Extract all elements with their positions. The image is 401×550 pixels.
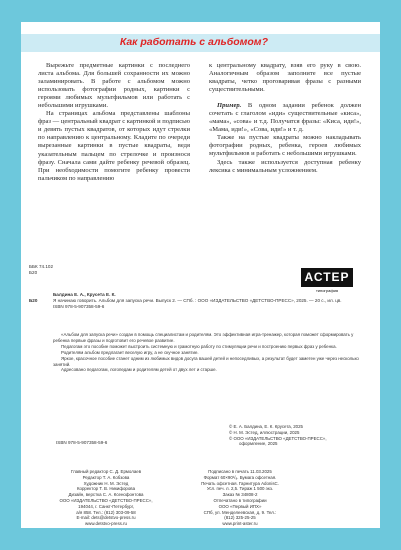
- logo-tagline: типография: [315, 288, 339, 293]
- copyright-line: © Н. М. Эстед, иллюстрации, 2025: [229, 429, 300, 435]
- credit-line: Редактор Т. А. Кобзова: [82, 474, 130, 480]
- album-page: [21, 22, 380, 528]
- print-line: ООО «Первый ИПХ»: [218, 503, 262, 509]
- example-label: Пример.: [217, 102, 242, 110]
- credit-line: а/я 858. Тел.: (812) 303-09-58: [76, 509, 136, 515]
- credit-line: Корректор Т. В. Никифорова: [76, 486, 136, 492]
- print-line: www.print-aster.ru: [222, 521, 258, 527]
- copyright-block: [229, 424, 369, 447]
- paragraph: На страницах альбома представлены шаблоны фраз — центральный квадрат с картинкой и подписью и девять пустых квадратов, от которых идут стрелки по направлению к центральному. Кладите по очереди вырезанные картинки в пустые квадраты, ведя указательным пальцем по стрелочке и произнося фразу. Сначала сами дайте ребенку речевой образец. При необходимости помогите ребенку провести пальчиком по направлению: [38, 110, 190, 182]
- copyright-line: © ООО «ИЗДАТЕЛЬСТВО «ДЕТСТВО-ПРЕСС»,: [229, 435, 327, 441]
- print-line: (812) 325-25-25: [224, 515, 256, 521]
- bib-code: Б20: [29, 298, 38, 303]
- annotation-line: «Альбом для запуска речи» создан в помощь специалистам и родителям. Это эффективная игра-тренажер, которая поможет сформировать у ребенка первые фразы и подготовит его речевое развитие.: [53, 332, 354, 343]
- copyright-line: оформление, 2025: [239, 441, 278, 447]
- author-mark: Б20: [29, 270, 38, 276]
- print-line: Отпечатано в типографии: [213, 497, 267, 503]
- isbn-bottom: ISBN 978-5-907358-59-6: [56, 440, 108, 445]
- credit-line: E-mail: dets@detstvo-press.ru: [76, 515, 136, 521]
- bib-text: Я начинаю говорить. Альбом для запуска речи. Выпуск 2. — СПб. : ООО «ИЗДАТЕЛЬСТВО «ДЕТСТВО-ПРЕСС», 2025. — 20 с., ил. цв.: [53, 298, 342, 303]
- logo-wordmark: АСТЕР: [301, 268, 353, 287]
- print-line: Усл. печ. л. 2,5. Тираж 1 500 экз.: [206, 486, 274, 492]
- print-line: СПб, ул. Менделеевская, д. 9. Тел.:: [203, 509, 277, 515]
- annotation-line: Адресовано педагогам, логопедам и родителям детей от двух лет и старше.: [61, 367, 217, 373]
- isbn-copyright-row: [29, 424, 372, 454]
- example-text: В одном задании ребенок должен сочетать с глаголом «иди» существительные «киса», «мама», «сова» и т.д. Получатся фразы: «Киса, иди!», «Мама, иди!», «Сова, иди!» и т. д.: [209, 102, 361, 134]
- annotation-line: Яркое, красочное пособие станет одним из любимых видов досуга вашей детей и непоседливых, а результат будет заметен уже через несколько занятий.: [53, 355, 359, 367]
- title-banner: [21, 34, 380, 52]
- paragraph: к центральному квадрату, взяв его руку в свою. Аналогичным образом заполните все пустые квадраты, четко проговаривая фразы с разными существительными.: [209, 62, 361, 94]
- annotation-line: Родителям альбом предлагает веселую игру, а не скучное занятие.: [61, 349, 199, 355]
- paragraph: Также на пустые квадраты можно накладывать фотографии родных, ребенка, героев любимых мультфильмов и работать с небольшими игрушками.: [209, 134, 361, 158]
- copyright-line: © Е. А. Балдина, Е. К. Крусета, 2025: [229, 424, 303, 429]
- credit-line: 194044, г. Санкт-Петербург,: [78, 503, 134, 509]
- isbn-top: ISBN 978-5-907358-59-6: [53, 304, 105, 309]
- paragraph: Здесь также используется доступная ребенку лексика с минимальным усложнением.: [209, 158, 361, 174]
- credit-line: www.detstvo-press.ru: [85, 521, 127, 527]
- print-line: Подписано в печать 11.03.2025: [208, 469, 272, 474]
- credit-line: Дизайн, верстка С. А. Ксенофонтова: [68, 492, 144, 498]
- credits-block: [51, 469, 161, 527]
- annotation-line: Педагогам это пособие поможет выстроить системную и грамотную работу по стимуляции речи и построению первых фраз у ребенка.: [61, 343, 337, 349]
- credit-line: ООО «ИЗДАТЕЛЬСТВО «ДЕТСТВО-ПРЕСС»,: [59, 497, 153, 503]
- authors-line: Балдина Е. А., Крусета Е. К.: [53, 292, 116, 297]
- bbk-code: ББК 74.102: [29, 264, 54, 269]
- print-line: Формат 60×90¹/₈. Бумага офсетная.: [203, 474, 277, 480]
- page-title: Как работать с альбомом?: [119, 36, 268, 48]
- right-column: [209, 62, 361, 175]
- paragraph: Вырежьте предметные картинки с последнего листа альбома. Для большей сохранности их можно заламинировать. В работе с альбомом можно использовать фотографии родных, картинки с героями любимых мультфильмов или работать с небольшими игрушками.: [38, 62, 190, 110]
- credit-line: Художник Н. М. Эстед: [83, 480, 129, 486]
- annotation: [53, 332, 361, 373]
- example-paragraph: [209, 102, 361, 134]
- print-info-block: [185, 469, 295, 527]
- print-line: Заказ № 34808-2: [222, 492, 258, 498]
- left-column: [38, 62, 190, 183]
- credit-line: Главный редактор С. Д. Ермолаев: [70, 469, 142, 474]
- printer-logo: [301, 268, 353, 296]
- print-line: Печать офсетная. Гарнитура AdonisC.: [201, 480, 279, 486]
